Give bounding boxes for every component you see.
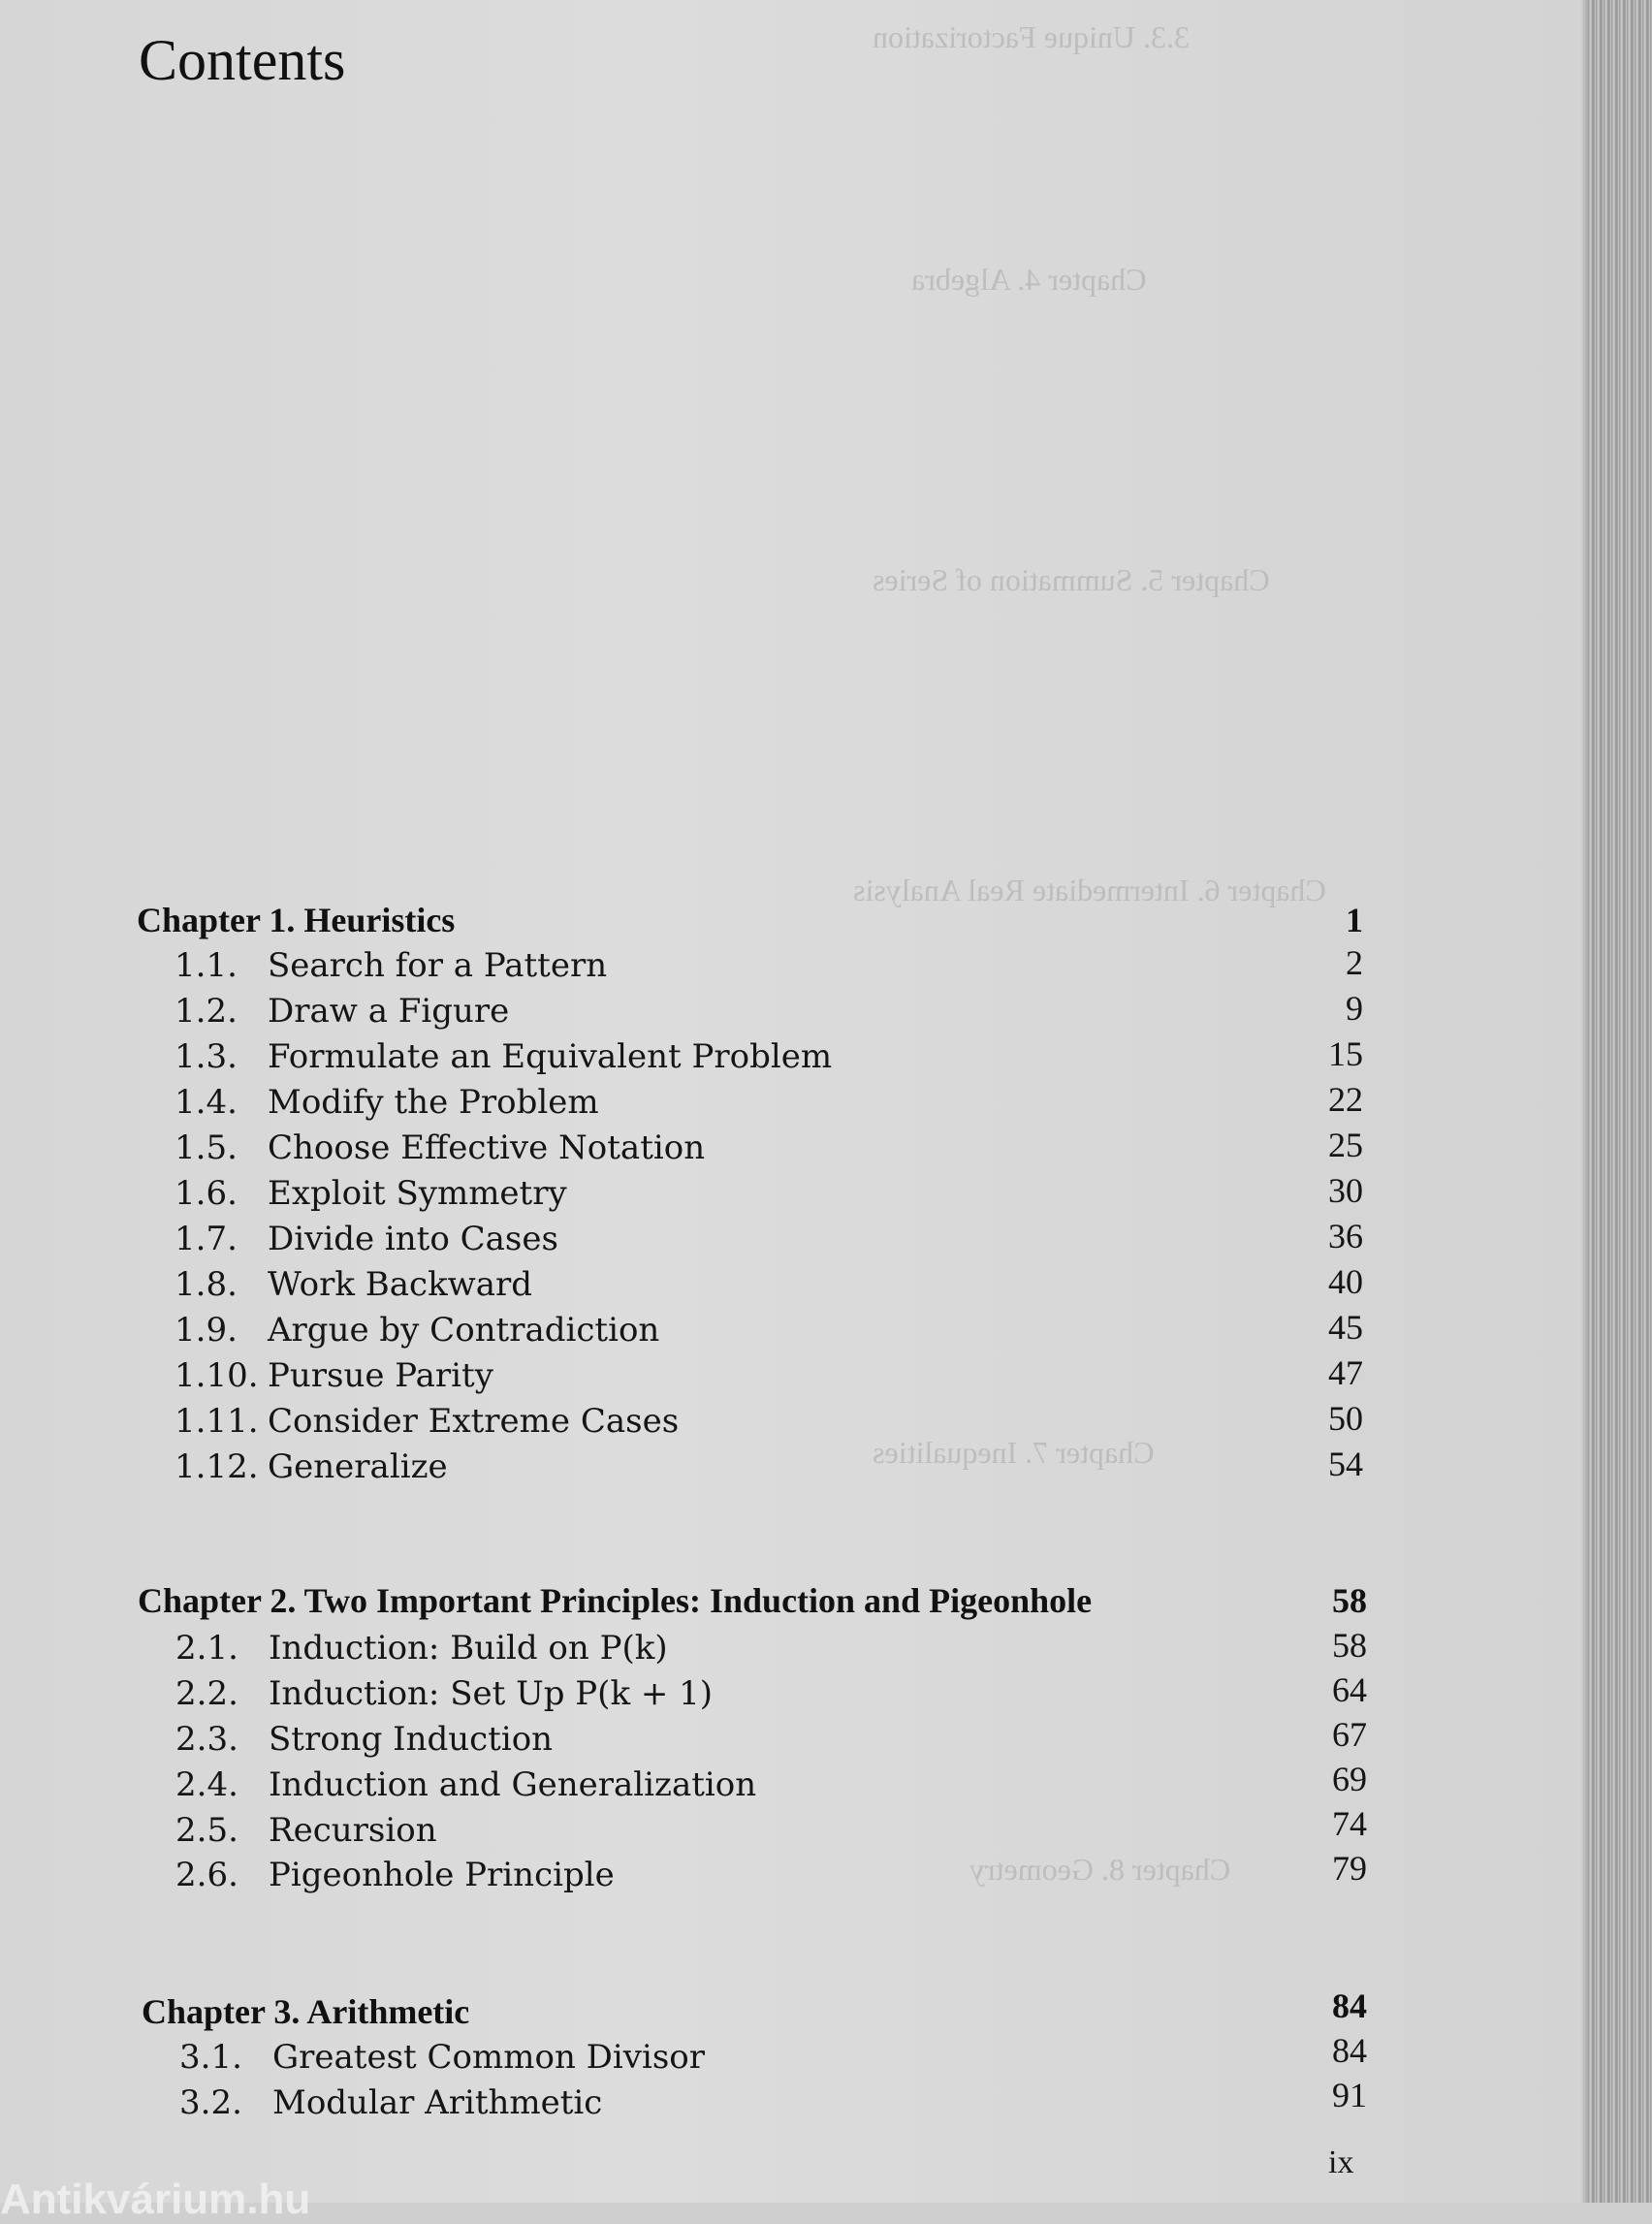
- section-page-number: 22: [1328, 1080, 1363, 1119]
- section-number: 1.11.: [175, 1402, 259, 1441]
- section-title: Consider Extreme Cases: [268, 1402, 680, 1441]
- section-title: Divide into Cases: [268, 1220, 558, 1258]
- section-page-number: 15: [1328, 1034, 1363, 1073]
- show-through-text: Chapter 4. Algebra: [911, 262, 1147, 297]
- show-through-text: Chapter 6. Intermediate Real Analysis: [853, 873, 1326, 907]
- chapter-heading[interactable]: Chapter 1. Heuristics: [137, 901, 456, 939]
- section-number: 1.3.: [175, 1037, 238, 1076]
- section-number: 2.1.: [175, 1629, 238, 1668]
- section-page-number: 2: [1346, 943, 1363, 982]
- book-page-edges: [1588, 0, 1652, 2203]
- section-title: Argue by Contradiction: [268, 1311, 660, 1350]
- section-page-number: 91: [1332, 2076, 1367, 2114]
- section-page-number: 36: [1328, 1217, 1363, 1255]
- section-page-number: 84: [1332, 2031, 1367, 2070]
- chapter-page-number: 58: [1332, 1581, 1367, 1620]
- section-page-number: 74: [1332, 1804, 1367, 1843]
- section-number: 1.9.: [175, 1311, 238, 1350]
- section-number: 3.2.: [179, 2083, 242, 2122]
- page-title: Contents: [139, 28, 346, 92]
- section-number: 2.3.: [175, 1720, 238, 1759]
- section-title: Pursue Parity: [268, 1356, 493, 1395]
- section-number: 1.10.: [175, 1356, 259, 1395]
- section-page-number: 25: [1328, 1126, 1363, 1164]
- section-number: 1.4.: [175, 1083, 238, 1122]
- section-page-number: 47: [1328, 1353, 1363, 1392]
- section-title: Formulate an Equivalent Problem: [268, 1037, 833, 1076]
- section-title: Generalize: [268, 1447, 448, 1486]
- section-page-number: 79: [1332, 1849, 1367, 1888]
- section-number: 1.2.: [175, 992, 238, 1031]
- section-title: Pigeonhole Principle: [269, 1856, 615, 1894]
- section-page-number: 50: [1328, 1399, 1363, 1438]
- show-through-text: Chapter 5. Summation of Series: [873, 562, 1270, 597]
- section-title: Induction: Set Up P(k + 1): [269, 1674, 714, 1713]
- section-title: Draw a Figure: [268, 992, 510, 1031]
- chapter-heading[interactable]: Chapter 3. Arithmetic: [142, 1992, 470, 2031]
- chapter-page-number: 1: [1346, 901, 1363, 939]
- section-page-number: 40: [1328, 1262, 1363, 1301]
- section-title: Modular Arithmetic: [272, 2083, 603, 2122]
- section-number: 1.6.: [175, 1174, 238, 1213]
- section-number: 1.8.: [175, 1265, 238, 1304]
- section-number: 1.1.: [175, 946, 238, 985]
- show-through-text: Chapter 8. Geometry: [969, 1852, 1231, 1887]
- show-through-text: Chapter 7. Inequalities: [873, 1435, 1155, 1470]
- section-title: Search for a Pattern: [268, 946, 608, 985]
- section-title: Modify the Problem: [268, 1083, 599, 1122]
- section-page-number: 64: [1332, 1670, 1367, 1709]
- section-number: 1.7.: [175, 1220, 238, 1258]
- section-title: Induction: Build on P(k): [269, 1629, 668, 1668]
- section-title: Recursion: [269, 1811, 437, 1850]
- section-title: Choose Effective Notation: [268, 1128, 706, 1167]
- page-number: ix: [1328, 2145, 1354, 2180]
- section-title: Induction and Generalization: [269, 1765, 757, 1804]
- section-title: Work Backward: [268, 1265, 533, 1304]
- section-page-number: 54: [1328, 1445, 1363, 1483]
- section-title: Strong Induction: [269, 1720, 554, 1759]
- section-title: Greatest Common Divisor: [272, 2038, 706, 2077]
- section-number: 2.4.: [175, 1765, 238, 1804]
- chapter-heading[interactable]: Chapter 2. Two Important Principles: Induction and Pigeonhole: [138, 1581, 1093, 1620]
- section-number: 2.5.: [175, 1811, 238, 1850]
- section-page-number: 9: [1346, 989, 1363, 1028]
- section-title: Exploit Symmetry: [268, 1174, 567, 1213]
- section-number: 2.2.: [175, 1674, 238, 1713]
- section-number: 1.12.: [175, 1447, 259, 1486]
- section-page-number: 30: [1328, 1171, 1363, 1210]
- section-page-number: 69: [1332, 1760, 1367, 1798]
- section-number: 3.1.: [179, 2038, 242, 2077]
- watermark: Antikvárium.hu: [0, 2176, 311, 2223]
- section-page-number: 45: [1328, 1308, 1363, 1347]
- section-number: 1.5.: [175, 1128, 238, 1167]
- chapter-page-number: 84: [1332, 1986, 1367, 2025]
- show-through-text: 3.3. Unique Factorization: [873, 19, 1191, 54]
- section-number: 2.6.: [175, 1856, 238, 1894]
- section-page-number: 67: [1332, 1715, 1367, 1754]
- section-page-number: 58: [1332, 1626, 1367, 1665]
